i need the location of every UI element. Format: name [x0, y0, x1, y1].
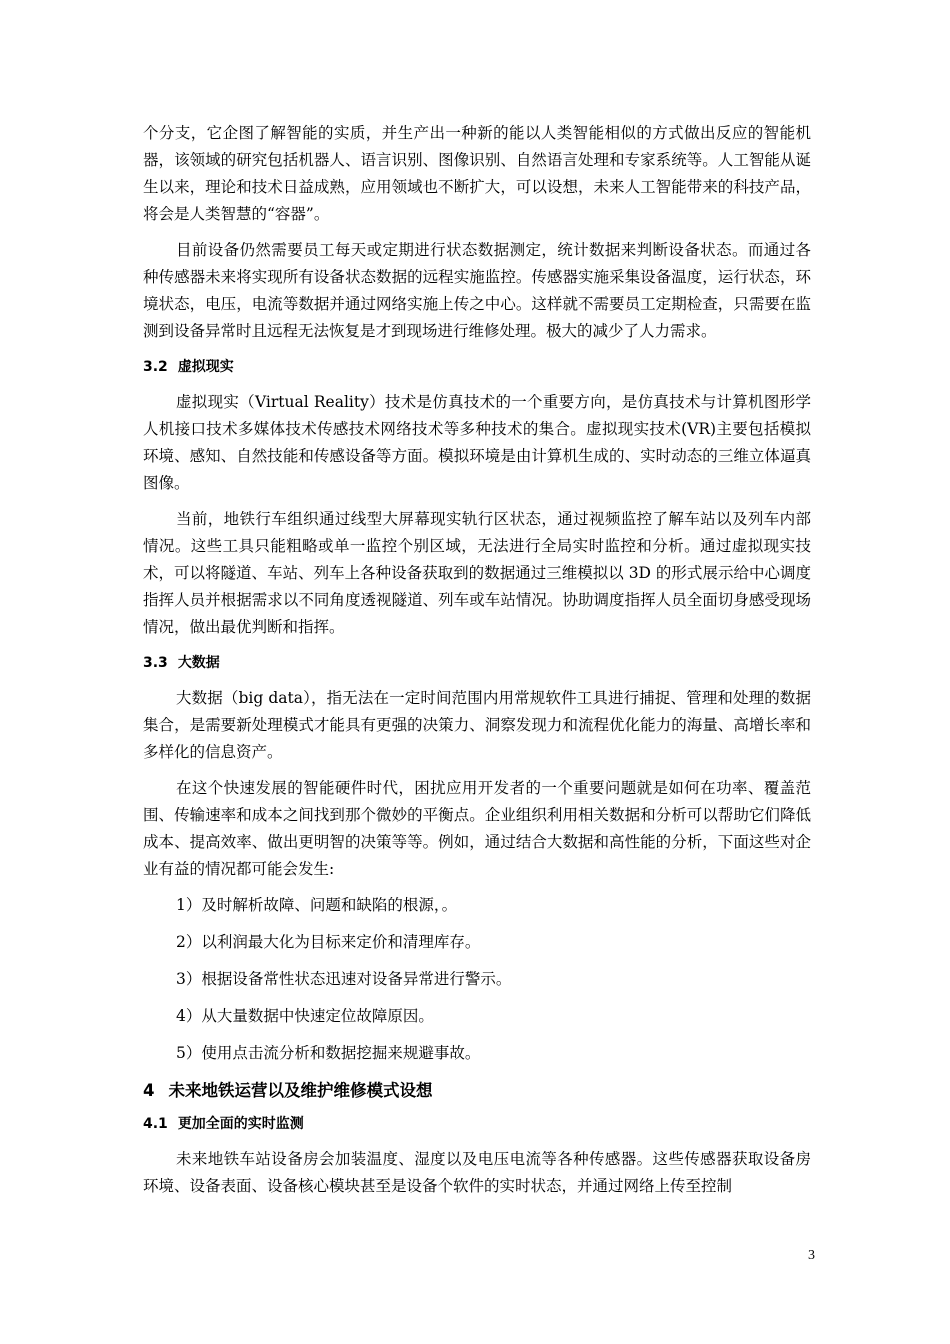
list-item: 4）从大量数据中快速定位故障原因。: [176, 1007, 434, 1025]
heading-3-3: [143, 650, 811, 676]
heading-number: 3.3: [143, 655, 168, 671]
paragraph-vr-definition: 虚拟现实（Virtual Reality）技术是仿真技术的一个重要方向，是仿真技术与计算机图形学人机接口技术多媒体技术传感技术网络技术等多种技术的集合。虚拟现实技术(VR)主要包括模拟环境、感知、自然技能和传感设备等方面。模拟环境是由计算机生成的、实时动态的三维立体逼真图像。: [143, 393, 811, 492]
paragraph-sensor-monitoring: 目前设备仍然需要员工每天或定期进行状态数据测定，统计数据来判断设备状态。而通过各种传感器未来将实现所有设备状态数据的远程实施监控。传感器实施采集设备温度，运行状态，环境状态，电压，电流等数据并通过网络实施上传之中心。这样就不需要员工定期检查，只需要在监测到设备异常时且远程无法恢复是才到现场进行维修处理。极大的减少了人力需求。: [143, 241, 811, 340]
list-item: 3）根据设备常性状态迅速对设备异常进行警示。: [176, 970, 512, 988]
heading-title: 大数据: [177, 655, 220, 671]
paragraph-vr-application: 当前，地铁行车组织通过线型大屏幕现实轨行区状态，通过视频监控了解车站以及列车内部情况。这些工具只能粗略或单一监控个别区域，无法进行全局实时监控和分析。通过虚拟现实技术，可以将隧道、车站、列车上各种设备获取到的数据通过三维模拟以 3D 的形式展示给中心调度指挥人员并根据需求以不同角度透视隧道、列车或车站情况。协助调度指挥人员全面切身感受现场情况，做出最优判断和指挥。: [143, 510, 811, 636]
heading-number: 3.2: [143, 359, 168, 375]
paragraph-realtime-monitoring: 未来地铁车站设备房会加装温度、湿度以及电压电流等各种传感器。这些传感器获取设备房环境、设备表面、设备核心模块甚至是设备个软件的实时状态，并通过网络上传至控制: [143, 1150, 811, 1195]
heading-3-2: [143, 354, 811, 380]
heading-title: 更加全面的实时监测: [177, 1116, 304, 1132]
list-item: 1）及时解析故障、问题和缺陷的根源，。: [176, 896, 458, 914]
paragraph-bigdata-definition: 大数据（big data），指无法在一定时间范围内用常规软件工具进行捕捉、管理和处理的数据集合，是需要新处理模式才能具有更强的决策力、洞察发现力和流程优化能力的海量、高增长率和多样化的信息资产。: [143, 689, 811, 761]
heading-number: 4: [143, 1081, 155, 1100]
paragraph-bigdata-benefits: 在这个快速发展的智能硬件时代，困扰应用开发者的一个重要问题就是如何在功率、覆盖范围、传输速率和成本之间找到那个微妙的平衡点。企业组织利用相关数据和分析可以帮助它们降低成本、提高效率、做出更明智的决策等等。例如，通过结合大数据和高性能的分析，下面这些对企业有益的情况都可能会发生:: [143, 779, 811, 878]
paragraph-ai-intro: 个分支，它企图了解智能的实质，并生产出一种新的能以人类智能相似的方式做出反应的智能机器，该领域的研究包括机器人、语言识别、图像识别、自然语言处理和专家系统等。人工智能从诞生以来，理论和技术日益成熟，应用领域也不断扩大，可以设想，未来人工智能带来的科技产品，将会是人类智慧的“容器”。: [143, 124, 811, 223]
heading-4: [143, 1077, 811, 1105]
heading-title: 未来地铁运营以及维护维修模式设想: [168, 1081, 433, 1100]
heading-4-1: [143, 1111, 811, 1137]
list-item: 5）使用点击流分析和数据挖掘来规避事故。: [176, 1044, 481, 1062]
page-content: [143, 120, 811, 1209]
page-number: 3: [808, 1248, 815, 1263]
heading-title: 虚拟现实: [177, 359, 234, 375]
list-item: 2）以利润最大化为目标来定价和清理库存。: [176, 933, 481, 951]
heading-number: 4.1: [143, 1116, 168, 1132]
